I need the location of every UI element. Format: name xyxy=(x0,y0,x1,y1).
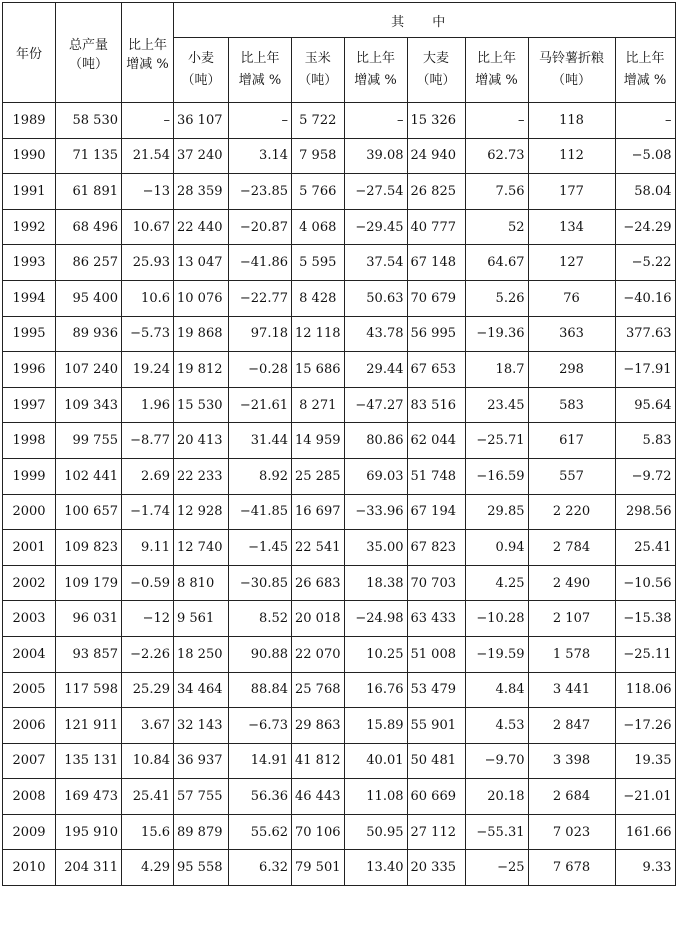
cell-potato: 2 847 xyxy=(528,708,615,744)
table-row xyxy=(3,458,676,494)
cell-total-change: −5.73 xyxy=(122,316,174,352)
cell-wheat-change: 90.88 xyxy=(229,636,292,672)
cell-barley: 26 825 xyxy=(407,174,465,210)
cell-corn-change: 13.40 xyxy=(344,850,407,886)
cell-total-change: 4.29 xyxy=(122,850,174,886)
cell-total-change: 15.6 xyxy=(122,814,174,850)
cell-barley: 53 479 xyxy=(407,672,465,708)
cell-corn-change: 18.38 xyxy=(344,565,407,601)
header-wheat-change: 比上年 增减 % xyxy=(229,38,292,103)
cell-year: 2007 xyxy=(3,743,56,779)
cell-corn-change: – xyxy=(344,103,407,139)
cell-wheat-change: −41.86 xyxy=(229,245,292,281)
table-row xyxy=(3,138,676,174)
cell-year: 1993 xyxy=(3,245,56,281)
cell-total: 100 657 xyxy=(56,494,122,530)
cell-barley: 56 995 xyxy=(407,316,465,352)
cell-corn: 22 541 xyxy=(292,530,345,566)
cell-total-change: 9.11 xyxy=(122,530,174,566)
cell-barley: 55 901 xyxy=(407,708,465,744)
header-potato-change: 比上年 增减 % xyxy=(615,38,675,103)
cell-potato: 2 684 xyxy=(528,779,615,815)
cell-wheat: 57 755 xyxy=(174,779,229,815)
table-row xyxy=(3,387,676,423)
cell-total: 86 257 xyxy=(56,245,122,281)
cell-corn-change: −47.27 xyxy=(344,387,407,423)
cell-potato-change: −5.22 xyxy=(615,245,675,281)
cell-wheat-change: −23.85 xyxy=(229,174,292,210)
cell-potato-change: 9.33 xyxy=(615,850,675,886)
cell-barley: 70 703 xyxy=(407,565,465,601)
cell-wheat: 15 530 xyxy=(174,387,229,423)
cell-corn-change: −29.45 xyxy=(344,209,407,245)
cell-total-change: – xyxy=(122,103,174,139)
cell-potato-change: −21.01 xyxy=(615,779,675,815)
cell-total: 95 400 xyxy=(56,280,122,316)
table-row xyxy=(3,565,676,601)
cell-wheat-change: −1.45 xyxy=(229,530,292,566)
header-total: 总产量 （吨） xyxy=(56,3,122,103)
cell-potato-change: −40.16 xyxy=(615,280,675,316)
cell-year: 1992 xyxy=(3,209,56,245)
cell-barley: 63 433 xyxy=(407,601,465,637)
cell-wheat: 37 240 xyxy=(174,138,229,174)
cell-total: 99 755 xyxy=(56,423,122,459)
cell-potato: 118 xyxy=(528,103,615,139)
cell-barley-change: −10.28 xyxy=(465,601,528,637)
cell-corn: 79 501 xyxy=(292,850,345,886)
cell-barley-change: 29.85 xyxy=(465,494,528,530)
cell-potato: 127 xyxy=(528,245,615,281)
cell-corn-change: 43.78 xyxy=(344,316,407,352)
cell-potato: 298 xyxy=(528,352,615,388)
cell-potato-change: −15.38 xyxy=(615,601,675,637)
cell-wheat-change: −22.77 xyxy=(229,280,292,316)
cell-potato: 7 023 xyxy=(528,814,615,850)
cell-corn: 70 106 xyxy=(292,814,345,850)
table-row xyxy=(3,779,676,815)
cell-wheat: 28 359 xyxy=(174,174,229,210)
header-corn-change: 比上年 增减 % xyxy=(344,38,407,103)
cell-total: 195 910 xyxy=(56,814,122,850)
cell-potato: 3 398 xyxy=(528,743,615,779)
cell-barley: 40 777 xyxy=(407,209,465,245)
cell-total-change: 21.54 xyxy=(122,138,174,174)
grain-production-table-wrapper xyxy=(2,2,676,886)
cell-barley-change: 23.45 xyxy=(465,387,528,423)
cell-barley-change: 4.25 xyxy=(465,565,528,601)
cell-barley: 51 008 xyxy=(407,636,465,672)
cell-wheat: 36 937 xyxy=(174,743,229,779)
cell-year: 2005 xyxy=(3,672,56,708)
cell-total: 109 823 xyxy=(56,530,122,566)
cell-wheat: 18 250 xyxy=(174,636,229,672)
cell-corn-change: −33.96 xyxy=(344,494,407,530)
cell-barley: 67 653 xyxy=(407,352,465,388)
cell-wheat: 22 440 xyxy=(174,209,229,245)
cell-wheat-change: 55.62 xyxy=(229,814,292,850)
table-row xyxy=(3,601,676,637)
header-corn: 玉米 （吨） xyxy=(292,38,345,103)
cell-potato: 112 xyxy=(528,138,615,174)
cell-wheat: 95 558 xyxy=(174,850,229,886)
table-row xyxy=(3,174,676,210)
cell-potato-change: 95.64 xyxy=(615,387,675,423)
cell-total: 109 179 xyxy=(56,565,122,601)
cell-year: 1990 xyxy=(3,138,56,174)
cell-total-change: 10.84 xyxy=(122,743,174,779)
cell-total: 61 891 xyxy=(56,174,122,210)
cell-corn: 5 595 xyxy=(292,245,345,281)
cell-wheat-change: 56.36 xyxy=(229,779,292,815)
cell-wheat: 8 810 xyxy=(174,565,229,601)
cell-potato: 2 784 xyxy=(528,530,615,566)
cell-wheat: 10 076 xyxy=(174,280,229,316)
cell-total: 135 131 xyxy=(56,743,122,779)
cell-total-change: 1.96 xyxy=(122,387,174,423)
cell-potato: 557 xyxy=(528,458,615,494)
cell-wheat-change: 6.32 xyxy=(229,850,292,886)
cell-total-change: 10.6 xyxy=(122,280,174,316)
cell-potato: 363 xyxy=(528,316,615,352)
table-row xyxy=(3,494,676,530)
cell-potato: 7 678 xyxy=(528,850,615,886)
cell-wheat: 12 740 xyxy=(174,530,229,566)
cell-year: 1999 xyxy=(3,458,56,494)
cell-barley: 60 669 xyxy=(407,779,465,815)
cell-wheat: 19 868 xyxy=(174,316,229,352)
cell-total-change: −8.77 xyxy=(122,423,174,459)
header-total-change: 比上年 增减 % xyxy=(122,3,174,103)
cell-barley-change: – xyxy=(465,103,528,139)
cell-corn: 5 722 xyxy=(292,103,345,139)
table-row xyxy=(3,708,676,744)
cell-barley-change: 5.26 xyxy=(465,280,528,316)
cell-barley-change: −9.70 xyxy=(465,743,528,779)
cell-wheat: 9 561 xyxy=(174,601,229,637)
cell-corn: 4 068 xyxy=(292,209,345,245)
cell-wheat: 22 233 xyxy=(174,458,229,494)
cell-potato: 583 xyxy=(528,387,615,423)
cell-corn-change: 11.08 xyxy=(344,779,407,815)
cell-corn-change: 29.44 xyxy=(344,352,407,388)
cell-barley: 24 940 xyxy=(407,138,465,174)
grain-production-table xyxy=(2,2,676,886)
cell-year: 2009 xyxy=(3,814,56,850)
cell-potato-change: −25.11 xyxy=(615,636,675,672)
cell-total: 68 496 xyxy=(56,209,122,245)
cell-year: 2004 xyxy=(3,636,56,672)
cell-corn-change: 69.03 xyxy=(344,458,407,494)
cell-wheat-change: −30.85 xyxy=(229,565,292,601)
cell-corn-change: 80.86 xyxy=(344,423,407,459)
cell-total: 169 473 xyxy=(56,779,122,815)
cell-year: 1996 xyxy=(3,352,56,388)
cell-potato-change: −17.91 xyxy=(615,352,675,388)
cell-potato-change: −9.72 xyxy=(615,458,675,494)
cell-barley-change: 4.53 xyxy=(465,708,528,744)
cell-barley-change: −19.36 xyxy=(465,316,528,352)
cell-total: 71 135 xyxy=(56,138,122,174)
table-row xyxy=(3,672,676,708)
cell-wheat-change: 3.14 xyxy=(229,138,292,174)
cell-corn-change: 15.89 xyxy=(344,708,407,744)
cell-wheat-change: −0.28 xyxy=(229,352,292,388)
table-row xyxy=(3,423,676,459)
cell-wheat-change: – xyxy=(229,103,292,139)
cell-barley-change: 64.67 xyxy=(465,245,528,281)
table-row xyxy=(3,743,676,779)
cell-corn-change: 50.63 xyxy=(344,280,407,316)
cell-barley: 67 194 xyxy=(407,494,465,530)
cell-potato-change: 25.41 xyxy=(615,530,675,566)
cell-potato: 1 578 xyxy=(528,636,615,672)
cell-wheat-change: 8.92 xyxy=(229,458,292,494)
cell-barley: 62 044 xyxy=(407,423,465,459)
cell-total: 117 598 xyxy=(56,672,122,708)
cell-corn: 22 070 xyxy=(292,636,345,672)
cell-year: 2001 xyxy=(3,530,56,566)
cell-total-change: −2.26 xyxy=(122,636,174,672)
cell-total-change: 25.93 xyxy=(122,245,174,281)
table-row xyxy=(3,530,676,566)
cell-barley: 51 748 xyxy=(407,458,465,494)
cell-total-change: −13 xyxy=(122,174,174,210)
cell-wheat-change: 8.52 xyxy=(229,601,292,637)
cell-barley: 83 516 xyxy=(407,387,465,423)
cell-total: 107 240 xyxy=(56,352,122,388)
header-year: 年份 xyxy=(3,3,56,103)
cell-corn: 41 812 xyxy=(292,743,345,779)
cell-corn-change: 37.54 xyxy=(344,245,407,281)
cell-barley-change: −19.59 xyxy=(465,636,528,672)
cell-wheat-change: −21.61 xyxy=(229,387,292,423)
cell-corn-change: 39.08 xyxy=(344,138,407,174)
cell-wheat-change: 14.91 xyxy=(229,743,292,779)
cell-year: 2006 xyxy=(3,708,56,744)
table-body xyxy=(3,103,676,886)
cell-corn-change: −24.98 xyxy=(344,601,407,637)
cell-total: 121 911 xyxy=(56,708,122,744)
cell-corn-change: 10.25 xyxy=(344,636,407,672)
table-row xyxy=(3,814,676,850)
cell-total: 89 936 xyxy=(56,316,122,352)
cell-barley: 20 335 xyxy=(407,850,465,886)
cell-corn: 25 768 xyxy=(292,672,345,708)
cell-total-change: 3.67 xyxy=(122,708,174,744)
cell-barley-change: −25.71 xyxy=(465,423,528,459)
cell-total-change: 10.67 xyxy=(122,209,174,245)
cell-barley: 27 112 xyxy=(407,814,465,850)
cell-year: 2000 xyxy=(3,494,56,530)
cell-potato-change: 118.06 xyxy=(615,672,675,708)
cell-wheat-change: −41.85 xyxy=(229,494,292,530)
cell-barley-change: 18.7 xyxy=(465,352,528,388)
cell-wheat: 13 047 xyxy=(174,245,229,281)
cell-potato-change: −17.26 xyxy=(615,708,675,744)
cell-wheat: 89 879 xyxy=(174,814,229,850)
cell-corn: 20 018 xyxy=(292,601,345,637)
cell-year: 2002 xyxy=(3,565,56,601)
cell-barley: 67 823 xyxy=(407,530,465,566)
cell-potato: 617 xyxy=(528,423,615,459)
table-row xyxy=(3,245,676,281)
table-row xyxy=(3,850,676,886)
cell-total-change: 25.41 xyxy=(122,779,174,815)
cell-year: 1991 xyxy=(3,174,56,210)
cell-corn: 26 683 xyxy=(292,565,345,601)
cell-corn-change: 35.00 xyxy=(344,530,407,566)
cell-year: 1994 xyxy=(3,280,56,316)
cell-potato-change: 58.04 xyxy=(615,174,675,210)
cell-corn-change: 16.76 xyxy=(344,672,407,708)
cell-wheat: 36 107 xyxy=(174,103,229,139)
cell-potato: 2 107 xyxy=(528,601,615,637)
header-barley: 大麦 （吨） xyxy=(407,38,465,103)
cell-potato: 76 xyxy=(528,280,615,316)
table-row xyxy=(3,352,676,388)
cell-total-change: −1.74 xyxy=(122,494,174,530)
cell-corn: 46 443 xyxy=(292,779,345,815)
table-row xyxy=(3,103,676,139)
cell-barley-change: 4.84 xyxy=(465,672,528,708)
cell-corn: 15 686 xyxy=(292,352,345,388)
cell-barley: 50 481 xyxy=(407,743,465,779)
cell-corn: 8 428 xyxy=(292,280,345,316)
cell-wheat-change: 31.44 xyxy=(229,423,292,459)
cell-total: 102 441 xyxy=(56,458,122,494)
cell-year: 2008 xyxy=(3,779,56,815)
cell-corn: 29 863 xyxy=(292,708,345,744)
cell-barley-change: 20.18 xyxy=(465,779,528,815)
cell-potato-change: – xyxy=(615,103,675,139)
cell-total-change: −12 xyxy=(122,601,174,637)
cell-total-change: 25.29 xyxy=(122,672,174,708)
header-wheat: 小麦 （吨） xyxy=(174,38,229,103)
cell-wheat: 32 143 xyxy=(174,708,229,744)
cell-corn: 14 959 xyxy=(292,423,345,459)
cell-barley-change: −55.31 xyxy=(465,814,528,850)
cell-total: 109 343 xyxy=(56,387,122,423)
header-barley-change: 比上年 增减 % xyxy=(465,38,528,103)
cell-wheat: 12 928 xyxy=(174,494,229,530)
cell-year: 1989 xyxy=(3,103,56,139)
cell-potato-change: 298.56 xyxy=(615,494,675,530)
cell-wheat-change: −20.87 xyxy=(229,209,292,245)
cell-barley-change: 62.73 xyxy=(465,138,528,174)
cell-wheat-change: 97.18 xyxy=(229,316,292,352)
cell-corn: 16 697 xyxy=(292,494,345,530)
cell-total-change: 2.69 xyxy=(122,458,174,494)
cell-barley: 67 148 xyxy=(407,245,465,281)
cell-barley-change: −16.59 xyxy=(465,458,528,494)
cell-total-change: 19.24 xyxy=(122,352,174,388)
cell-potato-change: 5.83 xyxy=(615,423,675,459)
table-row xyxy=(3,209,676,245)
cell-total: 204 311 xyxy=(56,850,122,886)
cell-year: 2010 xyxy=(3,850,56,886)
cell-potato-change: −24.29 xyxy=(615,209,675,245)
cell-corn: 12 118 xyxy=(292,316,345,352)
cell-total: 58 530 xyxy=(56,103,122,139)
cell-corn: 5 766 xyxy=(292,174,345,210)
cell-potato: 177 xyxy=(528,174,615,210)
cell-barley-change: 52 xyxy=(465,209,528,245)
cell-year: 2003 xyxy=(3,601,56,637)
cell-potato-change: 161.66 xyxy=(615,814,675,850)
cell-year: 1995 xyxy=(3,316,56,352)
table-row xyxy=(3,316,676,352)
cell-year: 1997 xyxy=(3,387,56,423)
cell-potato: 3 441 xyxy=(528,672,615,708)
cell-wheat: 19 812 xyxy=(174,352,229,388)
header-potato: 马铃薯折粮 （吨） xyxy=(528,38,615,103)
table-row xyxy=(3,280,676,316)
cell-potato: 2 220 xyxy=(528,494,615,530)
cell-total-change: −0.59 xyxy=(122,565,174,601)
cell-year: 1998 xyxy=(3,423,56,459)
cell-barley-change: 7.56 xyxy=(465,174,528,210)
cell-wheat-change: −6.73 xyxy=(229,708,292,744)
cell-potato-change: −10.56 xyxy=(615,565,675,601)
cell-barley-change: 0.94 xyxy=(465,530,528,566)
cell-corn-change: 40.01 xyxy=(344,743,407,779)
cell-total: 93 857 xyxy=(56,636,122,672)
table-row xyxy=(3,636,676,672)
header-of-which: 其 中 xyxy=(174,3,676,38)
cell-wheat: 20 413 xyxy=(174,423,229,459)
cell-total: 96 031 xyxy=(56,601,122,637)
cell-potato-change: −5.08 xyxy=(615,138,675,174)
cell-barley: 15 326 xyxy=(407,103,465,139)
cell-corn-change: −27.54 xyxy=(344,174,407,210)
cell-potato-change: 377.63 xyxy=(615,316,675,352)
cell-corn: 8 271 xyxy=(292,387,345,423)
cell-corn: 25 285 xyxy=(292,458,345,494)
cell-potato: 2 490 xyxy=(528,565,615,601)
cell-potato-change: 19.35 xyxy=(615,743,675,779)
cell-barley-change: −25 xyxy=(465,850,528,886)
cell-potato: 134 xyxy=(528,209,615,245)
cell-wheat-change: 88.84 xyxy=(229,672,292,708)
cell-corn: 7 958 xyxy=(292,138,345,174)
cell-wheat: 34 464 xyxy=(174,672,229,708)
cell-corn-change: 50.95 xyxy=(344,814,407,850)
cell-barley: 70 679 xyxy=(407,280,465,316)
